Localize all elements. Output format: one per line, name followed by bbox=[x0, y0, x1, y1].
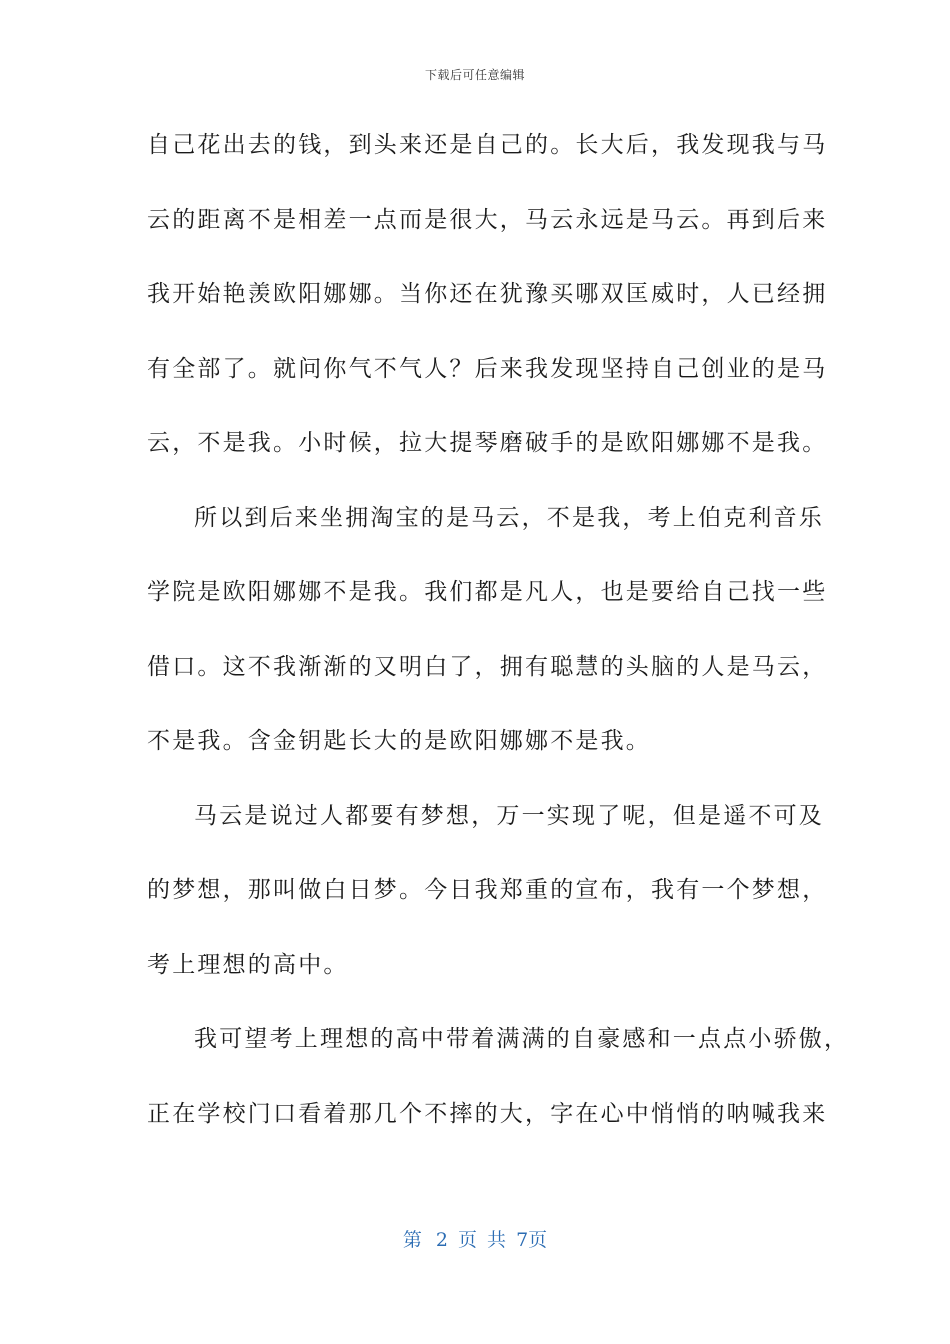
page-header: 下载后可任意编辑 bbox=[424, 68, 525, 82]
document-body bbox=[147, 119, 850, 1162]
text-line: 学院是欧阳娜娜不是我。我们都是凡人，也是要给自己找一些 bbox=[147, 579, 828, 605]
footer-page-number: 2 bbox=[435, 1229, 448, 1251]
text-line: 借口。这不我渐渐的又明白了，拥有聪慧的头脑的人是马云， bbox=[147, 653, 828, 680]
text-line: 考上理想的高中。 bbox=[147, 951, 349, 978]
text-line: 云，不是我。小时候，拉大提琴磨破手的是欧阳娜娜不是我。 bbox=[147, 430, 828, 456]
text-line: 有全部了。就问你气不气人？后来我发现坚持自己创业的是马 bbox=[147, 355, 828, 382]
page-footer bbox=[0, 1225, 950, 1252]
text-line: 不是我。含金钥匙长大的是欧阳娜娜不是我。 bbox=[147, 728, 651, 754]
footer-prefix: 第 bbox=[402, 1229, 422, 1251]
text-line: 的梦想，那叫做白日梦。今日我郑重的宣布，我有一个梦想， bbox=[147, 877, 828, 903]
paragraph-start-line: 马云是说过人都要有梦想，万一实现了呢，但是遥不可及 bbox=[194, 802, 824, 829]
text-line: 正在学校门口看着那几个不摔的大，字在心中悄悄的呐喊我来 bbox=[147, 1100, 828, 1127]
paragraph-start-line: 所以到后来坐拥淘宝的是马云，不是我，考上伯克利音乐 bbox=[194, 504, 824, 531]
text-line: 自己花出去的钱，到头来还是自己的。长大后，我发现我与马 bbox=[147, 132, 828, 158]
footer-total: 7页 bbox=[516, 1229, 548, 1251]
footer-middle: 页 共 bbox=[457, 1229, 507, 1251]
paragraph-start-line: 我可望考上理想的高中带着满满的自豪感和一点点小骄傲， bbox=[194, 1026, 850, 1052]
text-line: 我开始艳羡欧阳娜娜。当你还在犹豫买哪双匡威时，人已经拥 bbox=[147, 281, 828, 307]
text-line: 云的距离不是相差一点而是很大，马云永远是马云。再到后来 bbox=[147, 206, 828, 233]
